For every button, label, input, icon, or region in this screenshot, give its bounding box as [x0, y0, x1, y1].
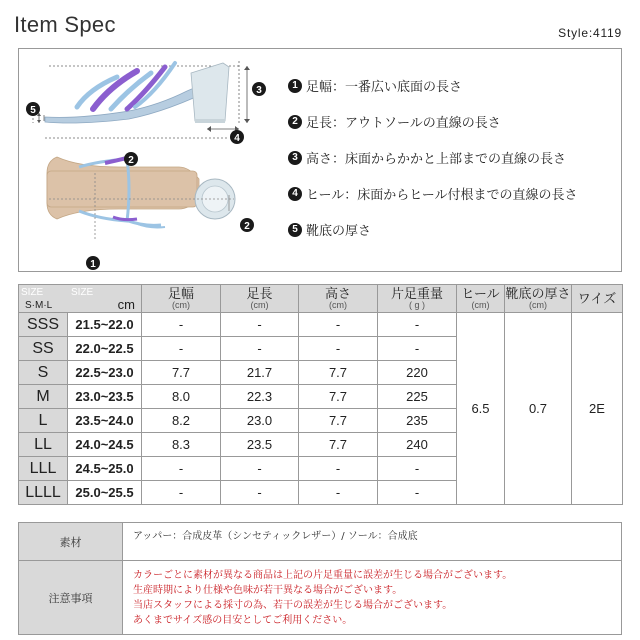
table-row: [19, 313, 623, 337]
cell-length: 22.3: [221, 385, 299, 409]
size-range: 22.5~23.0: [68, 361, 142, 385]
style-code: Style:4119: [558, 26, 622, 40]
size-range: 23.0~23.5: [68, 385, 142, 409]
cell-weight: -: [378, 337, 457, 361]
note-line: あくまでサイズ感の目安としてご利用ください。: [133, 614, 353, 626]
shoe-top-view: [45, 138, 235, 239]
legend-number: 4: [288, 187, 302, 201]
legend-item-3: [288, 148, 566, 167]
corner-unit: cm: [117, 297, 135, 312]
svg-text:5: 5: [30, 105, 36, 116]
legend-item-1: [288, 76, 462, 95]
legend-number: 3: [288, 151, 302, 165]
cell-height: 7.7: [299, 361, 378, 385]
legend-text: ヒール：床面からヒール付根までの直線の長さ: [306, 188, 578, 203]
size-label: L: [19, 409, 68, 433]
cell-weight: 235: [378, 409, 457, 433]
size-label: S: [19, 361, 68, 385]
cell-weight: -: [378, 457, 457, 481]
cell-width: -: [142, 313, 221, 337]
cell-height: -: [299, 481, 378, 505]
legend-item-5: [288, 220, 371, 239]
page-title: Item Spec: [14, 12, 116, 37]
cell-height: 7.7: [299, 385, 378, 409]
marker-3: [252, 82, 266, 96]
cell-height: -: [299, 337, 378, 361]
size-label: LLLL: [19, 481, 68, 505]
table-corner: [19, 285, 142, 313]
size-range: 24.5~25.0: [68, 457, 142, 481]
legend-text: 高さ：床面からかかと上部までの直線の長さ: [306, 152, 567, 167]
cell-weight: 220: [378, 361, 457, 385]
cell-length: -: [221, 313, 299, 337]
material-value: アッパー：合成皮革（シンセティックレザー）/ ソール：合成底: [123, 523, 622, 561]
marker-4: [230, 130, 244, 144]
marker-2b: [240, 218, 254, 232]
note-line: カラーごとに素材が異なる商品は上記の片足重量に誤差が生じる場合がございます。: [133, 569, 513, 581]
col-header-heel: ヒール (cm): [457, 285, 505, 313]
notes-label: 注意事項: [19, 561, 123, 635]
cell-width: 8.0: [142, 385, 221, 409]
size-range: 24.0~24.5: [68, 433, 142, 457]
cell-length: 23.0: [221, 409, 299, 433]
size-range: 23.5~24.0: [68, 409, 142, 433]
cell-length: -: [221, 481, 299, 505]
material-label: 素材: [19, 523, 123, 561]
cell-wise: 2E: [572, 313, 623, 505]
legend-number: 2: [288, 115, 302, 129]
legend-number: 5: [288, 223, 302, 237]
svg-text:4: 4: [234, 133, 240, 144]
cell-width: -: [142, 337, 221, 361]
cell-width: 8.3: [142, 433, 221, 457]
note-line: 当店スタッフによる採寸の為、若干の誤差が生じる場合がございます。: [133, 599, 453, 611]
cell-height: 7.7: [299, 433, 378, 457]
cell-sole-thickness: 0.7: [505, 313, 572, 505]
cell-length: 21.7: [221, 361, 299, 385]
cell-weight: -: [378, 481, 457, 505]
cell-weight: 225: [378, 385, 457, 409]
cell-length: -: [221, 457, 299, 481]
cell-height: -: [299, 457, 378, 481]
corner-sml: S·M·L: [25, 300, 53, 311]
size-label: SS: [19, 337, 68, 361]
legend-item-4: [288, 184, 577, 203]
marker-1: [86, 256, 100, 270]
svg-text:2: 2: [128, 155, 134, 166]
col-header-wise: ワイズ: [572, 285, 623, 313]
material-row: [19, 523, 622, 561]
size-range: 21.5~22.0: [68, 313, 142, 337]
shoe-side-view: [33, 61, 250, 132]
cell-weight: 240: [378, 433, 457, 457]
notes-list: [123, 561, 622, 635]
corner-size-left: SIZE: [21, 287, 44, 298]
corner-size-right: SIZE: [71, 287, 94, 298]
svg-text:1: 1: [90, 259, 96, 270]
col-header-width: 足幅 (cm): [142, 285, 221, 313]
legend-item-2: [288, 112, 501, 131]
cell-heel: 6.5: [457, 313, 505, 505]
svg-text:2: 2: [244, 221, 250, 232]
cell-height: 7.7: [299, 409, 378, 433]
col-header-weight: 片足重量 ( g ): [378, 285, 457, 313]
marker-5: [26, 102, 40, 116]
notes-row: [19, 561, 622, 635]
col-header-sole-thickness: 靴底の厚さ (cm): [505, 285, 572, 313]
cell-width: -: [142, 481, 221, 505]
note-line: 生産時期により仕様や色味が若干異なる場合がございます。: [133, 584, 403, 596]
size-label: LLL: [19, 457, 68, 481]
svg-text:3: 3: [256, 85, 262, 96]
size-range: 22.0~22.5: [68, 337, 142, 361]
cell-length: -: [221, 337, 299, 361]
legend-text: 足幅：一番広い底面の長さ: [306, 80, 463, 95]
info-table: [18, 522, 622, 635]
cell-weight: -: [378, 313, 457, 337]
size-range: 25.0~25.5: [68, 481, 142, 505]
col-header-height: 高さ (cm): [299, 285, 378, 313]
cell-width: -: [142, 457, 221, 481]
cell-width: 7.7: [142, 361, 221, 385]
size-spec-table: [18, 284, 623, 505]
col-header-length: 足長 (cm): [221, 285, 299, 313]
size-label: LL: [19, 433, 68, 457]
legend-text: 足長：アウトソールの直線の長さ: [306, 116, 501, 131]
cell-width: 8.2: [142, 409, 221, 433]
cell-height: -: [299, 313, 378, 337]
size-label: M: [19, 385, 68, 409]
cell-length: 23.5: [221, 433, 299, 457]
marker-2a: [124, 152, 138, 166]
legend-number: 1: [288, 79, 302, 93]
legend-text: 靴底の厚さ: [306, 224, 372, 239]
size-label: SSS: [19, 313, 68, 337]
